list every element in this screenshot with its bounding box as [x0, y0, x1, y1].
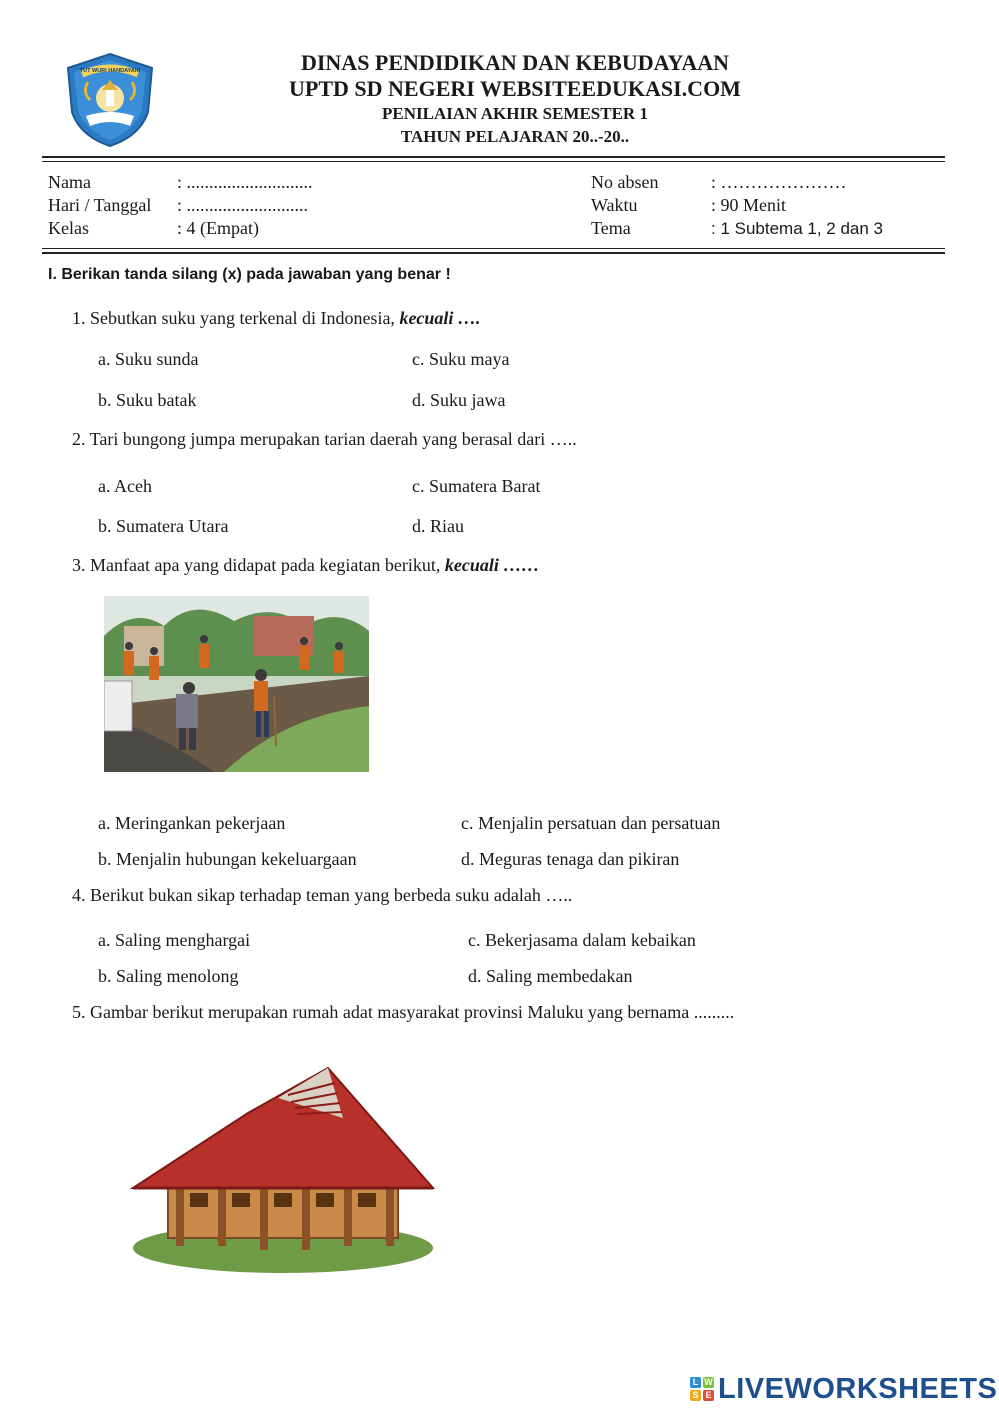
- option-2a[interactable]: a. Aceh: [98, 476, 152, 496]
- kelas-label: Kelas: [48, 218, 89, 238]
- option-3c[interactable]: c. Menjalin persatuan dan persatuan: [461, 813, 721, 833]
- question-5: 5. Gambar berikut merupakan rumah adat masyarakat provinsi Maluku yang bernama .........: [72, 1002, 735, 1022]
- gotong-royong-photo: [104, 596, 369, 772]
- header-agency: DINAS PENDIDIKAN DAN KEBUDAYAAN: [300, 50, 730, 75]
- question-1-text: 1. Sebutkan suku yang terkenal di Indonesia,: [72, 308, 400, 328]
- question-3-emphasis: kecuali ……: [444, 555, 540, 575]
- tema-value: : 1 Subtema 1, 2 dan 3: [711, 219, 884, 238]
- question-2: 2. Tari bungong jumpa merupakan tarian daerah yang berasal dari …..: [72, 429, 577, 449]
- nama-field[interactable]: : ............................: [177, 172, 313, 192]
- rumah-adat-illustration: [128, 1058, 438, 1278]
- header-school: UPTD SD NEGERI WEBSITEEDUKASI.COM: [289, 76, 741, 101]
- question-3: [72, 555, 539, 576]
- option-3a[interactable]: a. Meringankan pekerjaan: [98, 813, 286, 833]
- option-2d[interactable]: d. Riau: [412, 516, 464, 536]
- option-1a[interactable]: a. Suku sunda: [98, 349, 199, 369]
- question-1: [72, 308, 480, 329]
- liveworksheets-logo-icon: L W S E: [690, 1377, 714, 1401]
- hari-label: Hari / Tanggal: [48, 195, 152, 215]
- question-1-emphasis: kecuali ….: [399, 308, 481, 328]
- option-4a[interactable]: a. Saling menghargai: [98, 930, 251, 950]
- info-divider-thin: [42, 248, 945, 249]
- option-3b[interactable]: b. Menjalin hubungan kekeluargaan: [98, 849, 357, 869]
- waktu-value: : 90 Menit: [711, 195, 786, 215]
- brand-text: LIVEWORKSHEETS: [718, 1372, 998, 1405]
- option-1d[interactable]: d. Suku jawa: [412, 390, 506, 410]
- option-2c[interactable]: c. Sumatera Barat: [412, 476, 541, 496]
- option-4d[interactable]: d. Saling membedakan: [468, 966, 633, 986]
- header-divider-thin: [42, 161, 945, 162]
- header-divider: [42, 156, 945, 158]
- logo-text: TUT WURI HANDAYANI: [79, 68, 141, 74]
- header-exam: PENILAIAN AKHIR SEMESTER 1: [382, 104, 648, 123]
- waktu-label: Waktu: [591, 195, 638, 215]
- info-divider: [42, 252, 945, 254]
- option-1b[interactable]: b. Suku batak: [98, 390, 197, 410]
- question-4: 4. Berikut bukan sikap terhadap teman yang berbeda suku adalah …..: [72, 885, 573, 905]
- option-4c[interactable]: c. Bekerjasama dalam kebaikan: [468, 930, 696, 950]
- school-logo-icon: [60, 50, 160, 150]
- absen-field[interactable]: : …………………: [711, 172, 847, 192]
- tema-label: Tema: [591, 218, 631, 238]
- liveworksheets-brand: [690, 1373, 997, 1405]
- question-3-text: 3. Manfaat apa yang didapat pada kegiatan berikut,: [72, 555, 445, 575]
- kelas-value: : 4 (Empat): [177, 218, 259, 238]
- section-title: I. Berikan tanda silang (x) pada jawaban yang benar !: [48, 266, 451, 283]
- hari-field[interactable]: : ...........................: [177, 195, 309, 215]
- option-3d[interactable]: d. Meguras tenaga dan pikiran: [461, 849, 680, 869]
- nama-label: Nama: [48, 172, 91, 192]
- absen-label: No absen: [591, 172, 659, 192]
- header-year: TAHUN PELAJARAN 20..-20..: [400, 127, 630, 146]
- option-4b[interactable]: b. Saling menolong: [98, 966, 239, 986]
- option-1c[interactable]: c. Suku maya: [412, 349, 510, 369]
- option-2b[interactable]: b. Sumatera Utara: [98, 516, 229, 536]
